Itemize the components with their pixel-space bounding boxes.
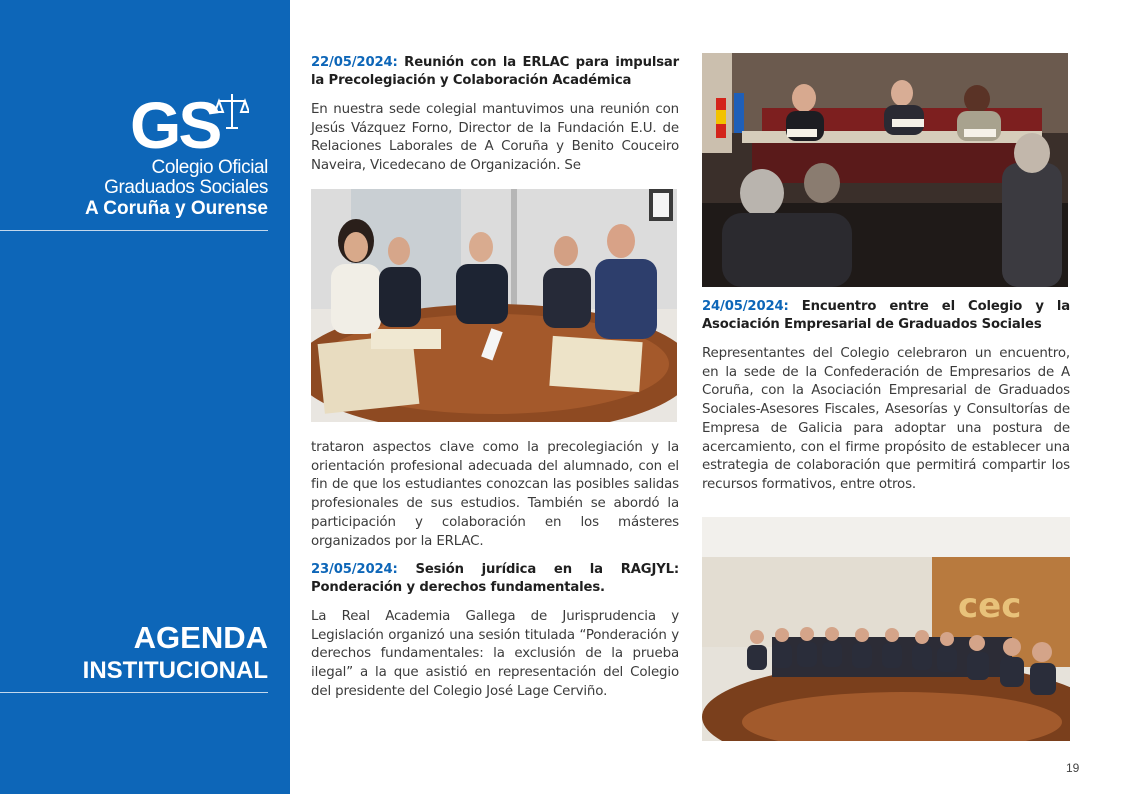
- article-paragraph: En nuestra sede colegial mantuvimos una reunión con Jesús Vázquez Forno, Director de la Fundación E.U. de Relaciones Laborales de A Coruña y Benito Couceiro Naveira, Vicedecano de Organización. Se: [311, 102, 679, 174]
- sidebar: [0, 0, 290, 794]
- article-2: [311, 561, 679, 702]
- sidebar-divider-bottom: [0, 692, 268, 693]
- scales-of-justice-icon: [215, 92, 249, 132]
- article-heading: [702, 298, 1070, 334]
- college-logo: [78, 88, 273, 222]
- logo-line-3: A Coruña y Ourense: [84, 198, 268, 219]
- sidebar-divider-top: [0, 230, 268, 231]
- section-title-agenda: AGENDA: [133, 620, 268, 655]
- article-heading: [311, 561, 679, 597]
- article-3: [702, 298, 1070, 495]
- article-date: 22/05/2024:: [311, 55, 398, 70]
- article-title: Encuentro entre el Colegio y la Asociación Empresarial de Graduados Sociales: [702, 299, 1070, 332]
- article-1-continuation: [311, 439, 679, 551]
- article-paragraph: trataron aspectos clave como la precolegiación y la orientación profesional adecuada del alumnado, con el fin de que los estudiantes conozcan las posibles salidas profesionales de sus estudios. También se abordó la participación y colaboración en los másteres organizados por la ERLAC.: [311, 440, 679, 549]
- article-date: 23/05/2024:: [311, 562, 398, 577]
- article-paragraph: Representantes del Colegio celebraron un encuentro, en la sede de la Confederación de Empresarios de A Coruña, con la Asociación Empresarial de Graduados Sociales-Asesores Fiscales, Asesorías y Consultorías de Empresa de Galicia para adoptar una postura de acercamiento, con el firme propósito de establecer una estrategia de colaboración que permitirá compartir los recursos formativos, entre otros.: [702, 346, 1070, 492]
- article-paragraph: La Real Academia Gallega de Jurisprudencia y Legislación organizó una sesión titulada “Ponderación y derechos fundamentales: la exclusión de la prueba ilegal” a la que asistió en representación del Colegio del presidente del Colegio José Lage Cerviño.: [311, 609, 679, 699]
- article-1-header: [311, 54, 679, 176]
- logo-line-1: Colegio Oficial: [151, 157, 268, 178]
- page-number: 19: [1066, 761, 1080, 775]
- academy-session-photo: [702, 53, 1068, 287]
- article-date: 24/05/2024:: [702, 299, 789, 314]
- article-title: Sesión jurídica en la RAGJYL: Ponderación y derechos fundamentales.: [311, 562, 679, 595]
- article-title: Reunión con la ERLAC para impulsar la Precolegiación y Colaboración Académica: [311, 55, 679, 88]
- logo-mark: GS: [130, 88, 220, 162]
- cec-logo-text: cec: [958, 586, 1022, 626]
- article-heading: [311, 54, 679, 90]
- cec-meeting-photo: [702, 517, 1070, 741]
- logo-line-2: Graduados Sociales: [104, 177, 268, 198]
- section-title-institucional: INSTITUCIONAL: [82, 657, 268, 684]
- meeting-photo-erlac: [311, 189, 677, 422]
